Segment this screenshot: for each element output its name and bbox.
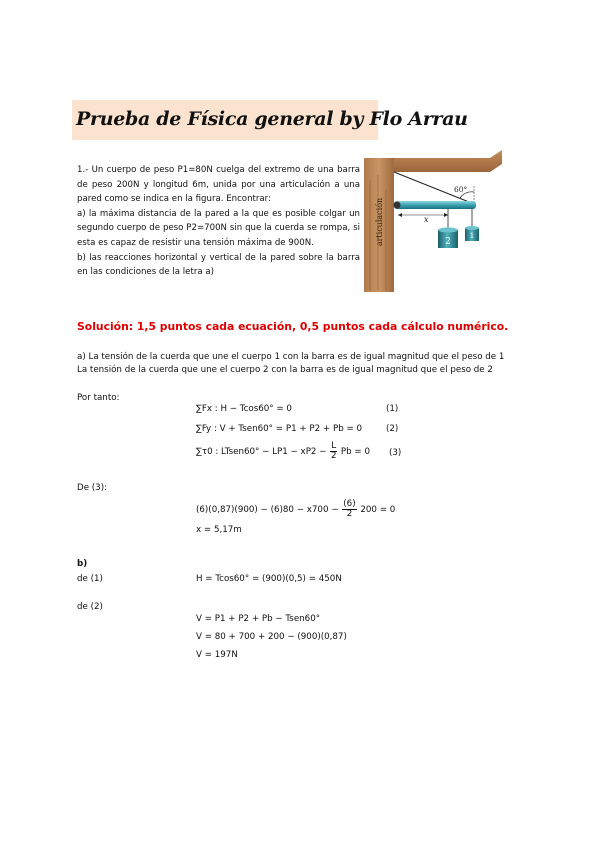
equation-2-number: (2) (386, 424, 399, 434)
part-b-label: b) (77, 559, 88, 569)
page-title: Prueba de Física general by Flo Arrau (76, 108, 468, 130)
equation-2: ∑Fy : V + Tsen60° = P1 + P2 + Pb = 0 (196, 424, 363, 434)
de2-equation-3: V = 197N (196, 650, 238, 660)
equation-1-number: (1) (386, 404, 399, 414)
hinge (394, 202, 401, 209)
fraction-numerator: (6) (343, 499, 356, 509)
angle-label: 60° (454, 185, 468, 194)
intro-text (77, 351, 504, 377)
intro-line-1: a) La tensión de la cuerda que une el cuerpo 1 con la barra es de igual magnitud que el peso de 1 (77, 352, 505, 362)
de2-equation-2: V = 80 + 700 + 200 − (900)(0,87) (196, 632, 347, 642)
de2-label: de (2) (77, 602, 103, 612)
problem-line-2: a) la máxima distancia de la pared a la que es posible colgar un segundo cuerpo de peso P2=700N sin que la cuerda se rompa, si esta es capaz de resistir una tensión máxima de 900N. (77, 208, 360, 248)
de1-label: de (1) (77, 574, 103, 584)
fraction-denominator: 2 (346, 509, 353, 519)
weight-2-label: 2 (445, 237, 451, 247)
equation-1: ∑Fx : H − Tcos60° = 0 (196, 404, 292, 414)
equation-3-part-b: Pb = 0 (340, 447, 370, 457)
bar (394, 201, 476, 209)
fraction-numerator: L (331, 441, 337, 451)
de3-calc-part-b: 200 = 0 (360, 505, 396, 515)
physics-figure (364, 150, 504, 292)
problem-statement (77, 163, 360, 280)
distance-label: x (424, 215, 429, 224)
de3-label: De (3): (77, 483, 108, 493)
wall-label: articulación (375, 197, 384, 247)
equation-3-part-a: ∑τ0 : LTsen60° − LP1 − xP2 − (196, 447, 327, 457)
weight-1-label: 1 (469, 231, 475, 240)
problem-line-1: 1.- Un cuerpo de peso P1=80N cuelga del extremo de una barra de peso 200N y longitud 6m, unida por una articulación a una pared como se indica en la figura. Encontrar: (77, 165, 360, 205)
de1-equation: H = Tcos60° = (900)(0,5) = 450N (196, 574, 342, 584)
de3-fraction (342, 500, 356, 519)
de2-equation-1: V = P1 + P2 + Pb − Tsen60° (196, 614, 321, 624)
problem-line-3: b) las reacciones horizontal y vertical de la pared sobre la barra en las condiciones de la letra a) (77, 252, 360, 278)
equation-3 (196, 442, 370, 461)
equation-3-number: (3) (389, 448, 402, 458)
de3-calc-part-a: (6)(0,87)(900) − (6)80 − x700 − (196, 505, 339, 515)
de3-calculation (196, 500, 395, 519)
solution-heading: Solución: 1,5 puntos cada ecuación, 0,5 puntos cada cálculo numérico. (77, 320, 509, 333)
equation-3-fraction (330, 442, 337, 461)
fraction-denominator: 2 (330, 451, 337, 461)
por-tanto-label: Por tanto: (77, 393, 120, 403)
intro-line-2: La tensión de la cuerda que une el cuerpo 2 con la barra es de igual magnitud que el peso de 2 (77, 365, 493, 375)
de3-result: x = 5,17m (196, 525, 242, 535)
